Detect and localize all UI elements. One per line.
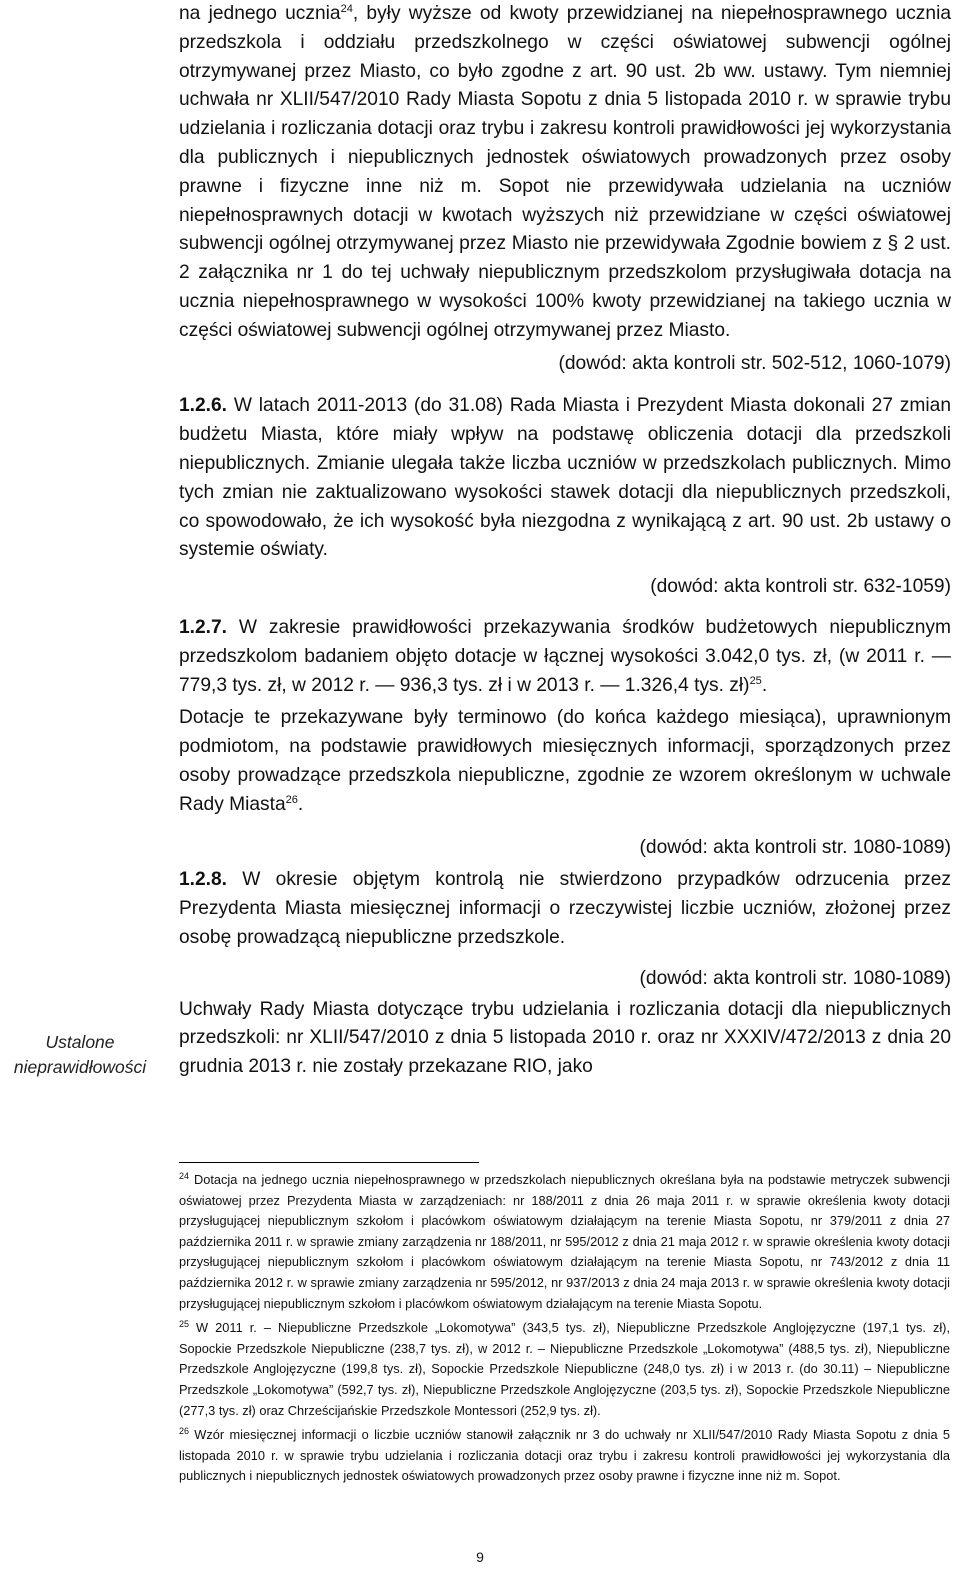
footnote-text: Dotacja na jednego ucznia niepełnosprawnego w przedszkolach niepublicznych określana była na podstawie metryczek subwencji oświatowej przez Prezydenta Miasta w zarządzeniach: nr 188/2011 z dnia 26 maja 2011 r. w sprawie określenia kwoty dotacji przysługującej niepublicznym szkołom i placówkom oświatowym działającym na terenie Miasta Sopotu, nr 379/2011 z dnia 27 października 2011 r. w sprawie zmiany zarządzenia nr 188/2011, nr 595/2012 z dnia 21 maja 2012 r. w sprawie określenia kwoty dotacji przysługującej niepublicznym szkołom i placówkom oświatowym działającym na terenie Miasta Sopotu, nr 743/2012 z dnia 11 października 2012 r. w sprawie zmiany zarządzenia nr 595/2012, nr 937/2013 z dnia 24 maja 2013 r. w sprawie określenia kwoty dotacji przysługującej niepublicznym szkołom i placówkom oświatowym działającym na terenie Miasta Sopotu. (179, 1172, 950, 1311)
section-number: 1.2.7. (179, 616, 228, 638)
evidence-reference: (dowód: akta kontroli str. 632-1059) (650, 576, 951, 598)
footnote-ref: 26 (285, 793, 298, 806)
body-paragraph: 1.2.6. W latach 2011-2013 (do 31.08) Rada Miasta i Prezydent Miasta dokonali 27 zmian budżetu Miasta, które miały wpływ na podstawę obliczenia dotacji dla przedszkoli niepublicznych. Zmianie ulegała także liczba uczniów w przedszkolach publicznych. Mimo tych zmian nie zaktualizowano wysokości stawek dotacji dla niepublicznych przedszkoli, co spowodowało, że ich wysokość była niezgodna z wynikającą z art. 90 ust. 2b ustawy o systemie oświaty. (179, 395, 951, 561)
evidence-reference: (dowód: akta kontroli str. 1080-1089) (639, 836, 951, 858)
footnote-text: Wzór miesięcznej informacji o liczbie uczniów stanowił załącznik nr 3 do uchwały nr XLII/547/2010 Rady Miasta Sopotu z dnia 5 listopada 2010 r. w sprawie trybu udzielania i rozliczania dotacji oraz trybu i zakresu kontroli prawidłowości jej wykorzystania dla publicznych i niepublicznych jednostek oświatowych prowadzonych przez osoby prawne i fizyczne inne niż m. Sopot. (179, 1427, 950, 1484)
footnote-number: 25 (179, 1319, 190, 1330)
footnote-25 (179, 1318, 950, 1421)
footnote-number: 24 (179, 1171, 190, 1181)
page-number: 9 (476, 1549, 484, 1565)
section-number: 1.2.6. (179, 395, 228, 417)
footnote-separator (179, 1162, 479, 1163)
footnote-number: 26 (179, 1426, 190, 1437)
body-paragraph: na jednego ucznia$^{24}$, były wyższe od kwoty przewidzianej na niepełnosprawnego ucznia przedszkola i oddziału przedszkolnego w części oświatowej subwencji ogólnej otrzymywanej przez Miasto, co było zgodne z art. 90 ust. 2b ww. ustawy. Tym niemniej uchwała nr XLII/547/2010 Rady Miasta Sopotu z dnia 5 listopada 2010 r. w sprawie trybu udzielania i rozliczania dotacji oraz trybu i zakresu kontroli prawidłowości jej wykorzystania dla publicznych i niepublicznych jednostek oświatowych prowadzonych przez osoby prawne i fizyczne inne niż m. Sopot nie przewidywała udzielania na uczniów niepełnosprawnych dotacji w kwotach wyższych niż przewidziane w części oświatowej subwencji ogólnej otrzymywanej przez Miasto nie przewidywała Zgodnie bowiem z § 2 ust. 2 załącznika nr 1 do tej uchwały niepublicznym przedszkolom przysługiwała dotacja na ucznia niepełnosprawnego w wysokości 100% kwoty przewidzianej na takiego ucznia w części oświatowej subwencji ogólnej otrzymywanej przez Miasto. (179, 3, 951, 341)
footnote-24 (179, 1170, 950, 1314)
footnote-text: W 2011 r. – Niepubliczne Przedszkole „Lokomotywa” (343,5 tys. zł), Niepubliczne Przedszkole Anglojęzyczne (197,1 tys. zł), Sopockie Przedszkole Niepubliczne (238,7 tys. zł), w 2012 r. – Niepubliczne Przedszkole „Lokomotywa” (488,5 tys. zł), Niepubliczne Przedszkole Anglojęzyczne (199,8 tys. zł), Sopockie Przedszkole Niepubliczne (248,0 tys. zł) i w 2013 r. (do 30.11) – Niepubliczne Przedszkole „Lokomotywa” (592,7 tys. zł), Niepubliczne Przedszkole Anglojęzyczne (203,5 tys. zł), Sopockie Przedszkole Niepubliczne (277,3 tys. zł) oraz Chrześcijańskie Przedszkole Montessori (252,9 tys. zł). (179, 1320, 950, 1418)
body-paragraph: 1.2.7. W zakresie prawidłowości przekazywania środków budżetowych niepublicznym przedszkolom badaniem objęto dotacje w łącznej wysokości 3.042,0 tys. zł, (w 2011 r. — 779,3 tys. zł, w 2012 r. — 936,3 tys. zł i w 2013 r. — 1.326,4 tys. zł)$^{25}$. (179, 616, 951, 696)
footnotes (179, 1170, 950, 1491)
evidence-reference: (dowód: akta kontroli str. 1080-1089) (639, 967, 951, 989)
body-paragraph: Uchwały Rady Miasta dotyczące trybu udzielania i rozliczania dotacji dla niepublicznych przedszkoli: nr XLII/547/2010 z dnia 5 listopada 2010 r. oraz nr XXXIV/472/2013 z dnia 20 grudnia 2013 r. nie zostały przekazane RIO, jako (179, 998, 951, 1078)
section-number: 1.2.8. (179, 869, 228, 891)
main-text (179, 0, 951, 1082)
footnote-26 (179, 1425, 950, 1487)
body-paragraph: Dotacje te przekazywane były terminowo (do końca każdego miesiąca), uprawnionym podmiotom, na podstawie prawidłowych miesięcznych informacji, sporządzonych przez osoby prowadzące przedszkola niepubliczne, zgodnie ze wzorem określonym w uchwale Rady Miasta$^{26}$. (179, 707, 951, 815)
footnote-ref: 25 (749, 674, 762, 687)
footnote-ref: 24 (340, 3, 353, 15)
body-paragraph: 1.2.8. W okresie objętym kontrolą nie stwierdzono przypadków odrzucenia przez Prezydenta Miasta miesięcznej informacji o rzeczywistej liczbie uczniów, złożonej przez osobę prowadzącą niepubliczne przedszkole. (179, 869, 951, 948)
margin-note: Ustalone nieprawidłowości (13, 1032, 147, 1077)
evidence-reference: (dowód: akta kontroli str. 502-512, 1060-1079) (558, 352, 951, 374)
